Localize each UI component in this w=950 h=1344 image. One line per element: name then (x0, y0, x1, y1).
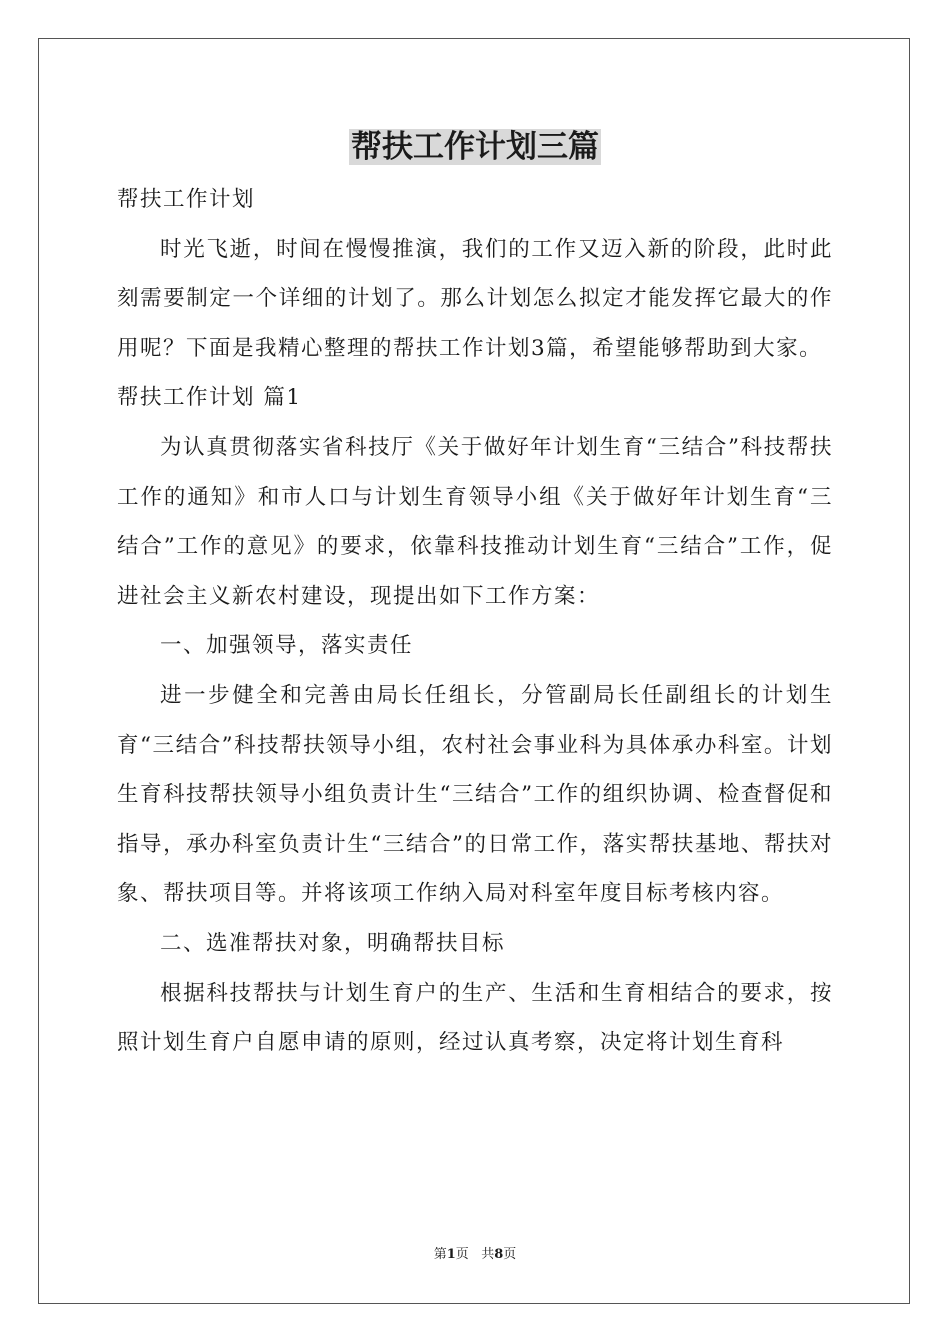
paragraph: 根据科技帮扶与计划生育户的生产、生活和生育相结合的要求，按照计划生育户自愿申请的原则，经过认真考察，决定将计划生育科 (117, 980, 833, 1056)
section-heading: 一、加强领导，落实责任 (160, 633, 414, 659)
title-text: 帮扶工作计划三篇 (351, 129, 599, 165)
total-pages: 8 (494, 1247, 504, 1262)
page-number: 1 (446, 1247, 456, 1262)
paragraph: 帮扶工作计划 (117, 187, 256, 212)
page-footer (0, 1245, 950, 1265)
document-body (117, 175, 833, 1068)
total-suffix: 页 (503, 1247, 517, 1262)
paragraph: 进一步健全和完善由局长任组长，分管副局长任副组长的计划生育“三结合”科技帮扶领导小组，农村社会事业科为具体承办科室。计划生育科技帮扶领导小组负责计生“三结合”工作的组织协调、检查督促和指导，承办科室负责计生“三结合”的日常工作，落实帮扶基地、帮扶对象、帮扶项目等。并将该项工作纳入局对科室年度目标考核内容。 (117, 682, 833, 907)
section-heading: 二、选准帮扶对象，明确帮扶目标 (160, 930, 506, 956)
page-suffix: 页 (455, 1247, 469, 1262)
total-prefix: 共 (481, 1247, 495, 1262)
page-prefix: 第 (433, 1247, 447, 1262)
paragraph: 时光飞逝，时间在慢慢推演，我们的工作又迈入新的阶段，此时此刻需要制定一个详细的计划了。那么计划怎么拟定才能发挥它最大的作用呢？下面是我精心整理的帮扶工作计划3篇，希望能够帮助到大家。 (117, 236, 833, 361)
paragraph: 帮扶工作计划 篇1 (117, 385, 302, 411)
paragraph: 为认真贯彻落实省科技厅《关于做好年计划生育“三结合”科技帮扶工作的通知》和市人口与计划生育领导小组《关于做好年计划生育“三结合”工作的意见》的要求，依靠科技推动计划生育“三结合”工作，促进社会主义新农村建设，现提出如下工作方案： (117, 434, 833, 609)
document-title (0, 124, 950, 170)
